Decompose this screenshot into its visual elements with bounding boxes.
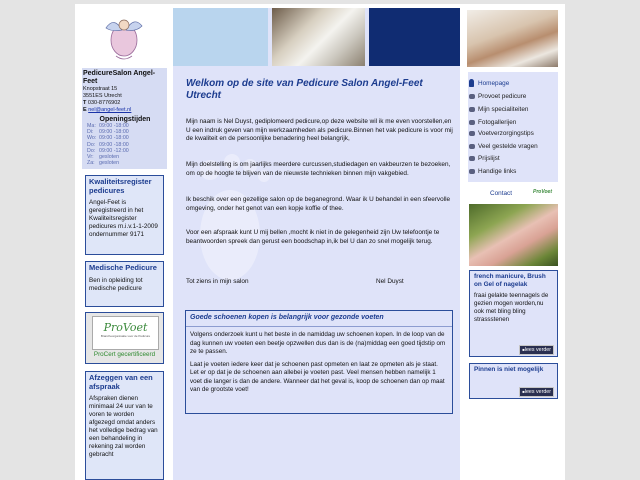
nav-label: Handige links — [478, 168, 517, 175]
email-label: E — [83, 107, 87, 113]
nav-item-fotogallerijen[interactable] — [478, 119, 516, 126]
feet-on-grass-photo — [469, 204, 558, 266]
nav-label: Veel gestelde vragen — [478, 143, 538, 150]
provoet-mini-logo[interactable]: ProVoet — [533, 189, 552, 195]
email-line — [83, 107, 167, 114]
shoes-tip-box — [185, 310, 453, 414]
bullet-icon — [469, 156, 475, 161]
hours-day: Di: — [87, 129, 94, 136]
intro-paragraph: Mijn naam is Nel Duyst, gediplomeerd pedicure,op deze website wil ik me even voorstellen,en U een indruk geven van mijn werkzaamheden als pedicure.Binnen het vak pedicure is voor mij de kwaliteit en de persoonlijke benadering heel belangrijk, — [186, 118, 453, 143]
pedicure-photo-top — [467, 10, 558, 67]
shoes-tip-paragraph-1: Volgens onderzoek kunt u het beste in de namiddag uw schoenen kopen. In de loop van de dag kunnen uw voeten een beetje opzwellen dus dan is de (na)middag een goed tijdstip om ze te passen. — [190, 331, 446, 355]
nav-label: Homepage — [478, 80, 510, 87]
footprint-icon — [469, 79, 474, 87]
nav-item-veel-gestelde-vragen[interactable] — [478, 143, 538, 150]
nav-label: Provoet pedicure — [478, 93, 527, 100]
hours-day: Ma: — [87, 123, 96, 129]
phone-line — [83, 100, 167, 107]
bullet-icon — [469, 107, 475, 112]
afzeggen-text: Afspraken dienen minimaal 24 uur van te voren te worden afgezegd omdat anders het volledige bedrag van een behandeling in rekening zal worden gebracht — [89, 395, 158, 458]
manicure-title: french manicure, Brush on Gel of nagelak — [474, 273, 546, 288]
hours-day: Vr: — [87, 154, 94, 161]
contact-info — [82, 68, 167, 169]
shoes-tip-paragraph-2: Laat je voeten iedere keer dat je schoenen past opmeten en laat ze opmeten als je staat. Let er op dat je de schoenen aan allebei je voeten past. Veel mensen hebben namelijk 1 voet die langer is dan de andere. Wanneer dat het geval is, koop de schoenen dan op maat van de grootste voet! — [190, 360, 445, 393]
nav-item-specialiteiten[interactable] — [478, 106, 528, 113]
nav-item-homepage[interactable] — [478, 80, 509, 87]
nav-item-handige-links[interactable] — [478, 168, 516, 175]
afzeggen-title: Afzeggen van een afspraak — [89, 373, 153, 391]
hours-time: 09:00 -18:00 — [99, 123, 129, 129]
phone: 030-8776902 — [87, 100, 121, 106]
manicure-read-more-button[interactable]: ■ lees verder — [519, 345, 554, 355]
nav-item-prijslijst[interactable] — [478, 155, 500, 162]
shoes-tip-title: Goede schoenen kopen is belangrijk voor gezonde voeten — [186, 311, 452, 327]
pinnen-read-more-button[interactable]: ■ lees verder — [519, 387, 554, 397]
provoet-logo — [92, 316, 159, 350]
company-name: PedicureSalon Angel-Feet — [83, 70, 156, 85]
page-title: Welkom op de site van Pedicure Salon Angel-Feet Utrecht — [186, 78, 423, 101]
bullet-icon — [469, 169, 475, 174]
header-photo-pedicurists — [272, 8, 365, 66]
hours-time: 09:00 -18:00 — [99, 135, 129, 142]
hours-day: Do: — [87, 147, 96, 154]
hours-list — [83, 123, 167, 166]
bullet-icon — [469, 144, 475, 149]
email-link[interactable]: nel@angel-feet.nl — [88, 107, 132, 113]
nav-label: Voetverzorgingstips — [478, 130, 534, 137]
hours-title: Openingstijden — [99, 116, 151, 123]
city: 3551ES Utrecht — [83, 93, 122, 99]
manicure-text: fraai gelakte teennagels de gezien mogen worden,nu ook met bling bling strassstenen — [474, 292, 549, 323]
closing-line — [186, 278, 454, 285]
procert-caption: ProCert gecertificeerd — [93, 351, 156, 358]
medische-pedicure-text: Ben in opleiding tot medische pedicure — [89, 276, 143, 292]
hours-day: Wo: — [87, 135, 97, 142]
hours-day: Za: — [87, 160, 95, 167]
kwaliteitsregister-text: Angel-Feet is geregistreerd in het Kwaliteitsregister pedicures m.i.v.1-1-2009 ondernummer 9171 — [89, 199, 158, 238]
kwaliteitsregister-title: Kwaliteitsregister pedicures — [89, 177, 152, 195]
provoet-certificate[interactable] — [85, 312, 164, 364]
nav-label: Prijslijst — [478, 155, 500, 162]
hours-time: gesloten — [99, 154, 120, 161]
bullet-icon — [469, 94, 475, 99]
provoet-logo-text: ProVoet — [103, 321, 148, 334]
pinnen-title: Pinnen is niet mogelijk — [474, 366, 544, 373]
nav-label: Mijn specialiteiten — [478, 106, 529, 113]
hours-time: 09:00 -18:00 — [99, 141, 129, 148]
address: Knopstraat 15 — [83, 86, 118, 92]
hours-day: Do: — [87, 141, 96, 148]
closing-text: Tot ziens in mijn salon — [186, 278, 249, 285]
medische-pedicure-box — [85, 261, 164, 307]
hours-time: gesloten — [99, 160, 120, 167]
nav-label: Fotogallerijen — [478, 119, 517, 126]
angel-feet-logo[interactable] — [102, 12, 146, 62]
provoet-logo-subtext: Brancheorganisatie voor de Pedicure — [100, 334, 151, 338]
header-block-light — [173, 8, 268, 66]
contact-link[interactable]: Contact — [490, 190, 513, 197]
nav-item-voetverzorgingstips[interactable] — [478, 130, 534, 137]
hours-time: 09:00 -12:00 — [99, 147, 129, 154]
hours-row — [83, 160, 167, 166]
bullet-icon — [469, 120, 475, 125]
manicure-box — [469, 270, 558, 357]
nav-item-provoet-pedicure[interactable] — [478, 93, 526, 100]
contact-row — [468, 188, 558, 200]
header-block-navy — [369, 8, 460, 66]
pinnen-box — [469, 363, 558, 399]
nav-menu — [468, 72, 558, 182]
goal-paragraph: Mijn doelstelling is om jaarlijks meerdere curcussen,studiedagen en vakbeurzen te bezoeken, om op de hoogte te blijven van de nieuwste technieken binnen mijn vakgebied. — [186, 161, 451, 177]
signature: Nel Duyst — [376, 278, 404, 285]
bullet-icon — [469, 131, 475, 136]
salon-paragraph: Ik beschik over een gezellige salon op de beganegrond. Waar ik U behandel in een sfeervolle omgeving, onder het genot van een kopje koffie of thee. — [186, 196, 451, 212]
appointment-paragraph: Voor een afspraak kunt U mij bellen ,mocht ik niet in de gelegenheid zijn Uw telefoontje te beantwoorden spreek dan gerust een boodschap in,ik bel U dan zo snel mogelijk terug. — [186, 229, 440, 245]
afzeggen-box — [85, 371, 164, 480]
phone-label: T — [83, 100, 87, 106]
medische-pedicure-title: Medische Pedicure — [89, 263, 157, 272]
kwaliteitsregister-box — [85, 175, 164, 255]
hours-time: 09:00 -18:00 — [99, 129, 129, 136]
